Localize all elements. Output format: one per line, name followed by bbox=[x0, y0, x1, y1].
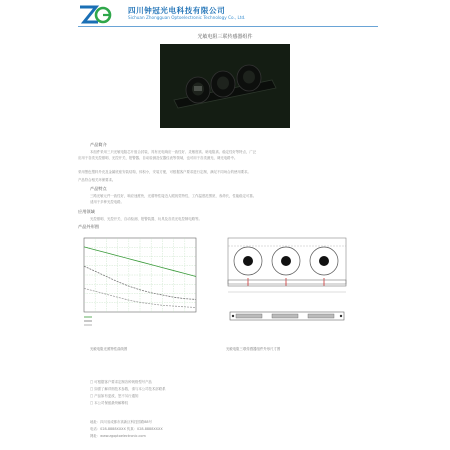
note-line: □ 可根据客户要求定制各种规格型号产品 bbox=[90, 380, 152, 384]
characteristic-chart bbox=[72, 232, 202, 328]
intro-line: 采用黑色塑料外壳及金属底座安装结构，体积小，安装方便，可根据客户要求进行定制，满足不同场合的使用要求。 bbox=[78, 170, 251, 174]
company-logo bbox=[78, 4, 112, 26]
contact-address: 地址：四川省成都市高新区科技园路88号 bbox=[90, 420, 152, 424]
intro-line: 应用于各类光控照明、光控开关、报警器、自动检测及仪器仪表等领域，也可用于各类测光、调光电路中。 bbox=[78, 156, 238, 160]
intro-line: 产品符合相关环保要求。 bbox=[78, 178, 116, 182]
note-line: □ 产品如有更改，恕不另行通知 bbox=[90, 394, 139, 398]
product-title: 光敏电阻三联传感器组件 bbox=[197, 34, 253, 40]
header-divider bbox=[78, 26, 378, 27]
note-line: □ 如需了解详细技术参数，请与本公司技术部联系 bbox=[90, 387, 166, 391]
company-name-cn: 四川钟冠光电科技有限公司 bbox=[128, 6, 226, 15]
feature-line: 适用于多种光控电路。 bbox=[90, 200, 124, 204]
intro-heading: 产品简介 bbox=[90, 142, 107, 147]
chart-heading: 产品外形图 bbox=[78, 224, 99, 229]
intro-line: 本组件采用三只光敏电阻芯片组合封装，具有光电响应一致性好、灵敏度高、暗电阻高、稳定性好等特点，广泛 bbox=[90, 150, 257, 154]
application-line: 光控照明、光控开关、自动检测、报警装置、玩具及各类光电控制电路等。 bbox=[90, 217, 202, 221]
product-photo bbox=[160, 44, 290, 128]
chart-caption: 光敏电阻光照特性曲线图 bbox=[90, 347, 128, 351]
contact-website[interactable]: 网址：www.zgoptoelectronic.com bbox=[90, 434, 146, 438]
note-line: □ 本公司保留最终解释权 bbox=[90, 401, 129, 405]
feature-line: 三路光敏元件一致性好，响应速度快，光谱特性接近人眼视觉特性，工作温度范围宽，寿命长，性能稳定可靠。 bbox=[90, 194, 257, 198]
contact-phone: 电话：028-8888XXXX 传真：028-8888XXXX bbox=[90, 427, 163, 431]
dimension-diagram bbox=[220, 232, 350, 332]
feature-heading: 产品特点 bbox=[90, 186, 107, 191]
company-name-en: Sichuan Zhongguan Optoelectronic Technology Co., Ltd. bbox=[128, 15, 246, 20]
diagram-caption: 光敏电阻三联传感器组件外形尺寸图 bbox=[226, 347, 281, 351]
application-heading: 应用领域 bbox=[78, 209, 95, 214]
